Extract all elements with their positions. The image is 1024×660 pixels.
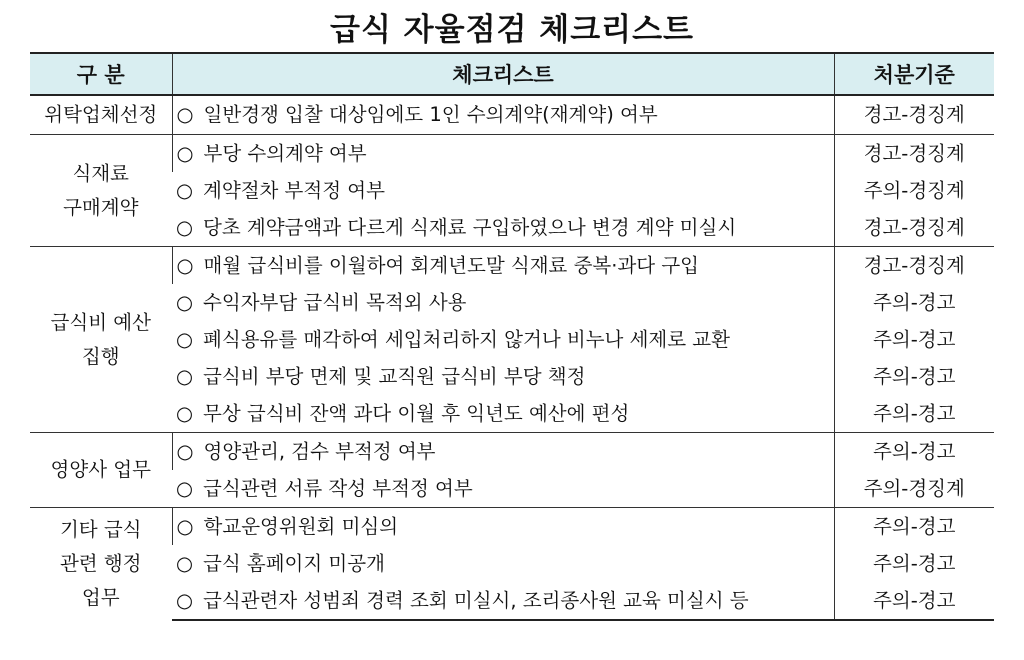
header-standard: 처분기준	[834, 53, 994, 95]
standard-cell: 주의-경고	[834, 508, 994, 546]
category-label: 구매계약	[63, 195, 139, 219]
table-header-row	[30, 53, 994, 95]
standard-cell: 주의-경징계	[834, 470, 994, 508]
category-label: 급식비 예산	[50, 310, 151, 334]
bullet-icon: ○	[176, 588, 194, 612]
table-row	[30, 247, 994, 285]
table-row	[30, 582, 994, 620]
category-cell	[30, 247, 172, 433]
table-row	[30, 321, 994, 358]
checklist-item-text: 급식관련자 성범죄 경력 조회 미실시, 조리종사원 교육 미실시 등	[203, 588, 749, 612]
standard-cell: 주의-경고	[834, 545, 994, 582]
standard-cell: 경고-경징계	[834, 247, 994, 285]
standard-cell: 주의-경고	[834, 321, 994, 358]
bullet-icon: ○	[176, 401, 194, 425]
checklist-table	[30, 52, 994, 621]
standard-cell: 주의-경고	[834, 395, 994, 433]
checklist-item-text: 급식관련 서류 작성 부적정 여부	[203, 476, 473, 500]
page-title: 급식 자율점검 체크리스트	[330, 12, 694, 48]
checklist-item	[172, 470, 834, 508]
standard-cell: 주의-경고	[834, 358, 994, 395]
checklist-item	[172, 284, 834, 321]
checklist-item-text: 폐식용유를 매각하여 세입처리하지 않거나 비누나 세제로 교환	[203, 327, 730, 351]
category-cell	[30, 433, 172, 508]
checklist-item	[172, 508, 834, 546]
table-row	[30, 433, 994, 471]
standard-cell: 주의-경징계	[834, 172, 994, 209]
checklist-item-text: 영양관리, 검수 부적정 여부	[203, 439, 436, 463]
bullet-icon: ○	[176, 476, 194, 500]
checklist-item	[172, 545, 834, 582]
checklist-item	[172, 582, 834, 620]
bullet-icon: ○	[176, 103, 194, 126]
standard-cell: 경고-경징계	[834, 135, 994, 173]
checklist-item	[172, 135, 834, 173]
table-row	[30, 172, 994, 209]
table-row	[30, 284, 994, 321]
bullet-icon: ○	[176, 290, 194, 314]
checklist-item-text: 매월 급식비를 이월하여 회계년도말 식재료 중복·과다 구입	[203, 253, 699, 277]
checklist-item-text: 당초 계약금액과 다르게 식재료 구입하였으나 변경 계약 미실시	[203, 215, 737, 239]
checklist-item-text: 급식비 부당 면제 및 교직원 급식비 부당 책정	[203, 364, 586, 388]
table-row	[30, 135, 994, 173]
table-row	[30, 508, 994, 546]
bullet-icon: ○	[176, 364, 194, 388]
checklist-item-text: 급식 홈페이지 미공개	[203, 551, 385, 575]
category-cell	[30, 508, 172, 621]
bullet-icon: ○	[176, 514, 194, 538]
checklist-item	[172, 433, 834, 471]
checklist-item	[172, 321, 834, 358]
checklist-item	[172, 209, 834, 247]
table-row	[30, 470, 994, 508]
category-label: 관련 행정	[59, 552, 142, 575]
category-cell	[30, 135, 172, 247]
category-label: 식재료	[72, 161, 129, 185]
checklist-item	[172, 247, 834, 285]
bullet-icon: ○	[176, 327, 194, 351]
category-label: 기타 급식	[59, 518, 142, 541]
checklist-item-text: 부당 수의계약 여부	[203, 141, 367, 165]
standard-cell: 주의-경고	[834, 433, 994, 471]
category-label: 위탁업체선정	[44, 103, 158, 126]
header-checklist: 체크리스트	[172, 53, 834, 95]
standard-cell: 경고-경징계	[834, 209, 994, 247]
table-row	[30, 395, 994, 433]
standard-cell: 경고-경징계	[834, 95, 994, 135]
checklist-item	[172, 395, 834, 433]
checklist-item-text: 무상 급식비 잔액 과다 이월 후 익년도 예산에 편성	[203, 401, 630, 425]
table-body	[30, 95, 994, 620]
checklist-item	[172, 95, 834, 135]
checklist-item	[172, 172, 834, 209]
checklist-item-text: 계약절차 부적정 여부	[203, 178, 385, 202]
table-row	[30, 95, 994, 135]
table-row	[30, 358, 994, 395]
bullet-icon: ○	[176, 178, 194, 202]
bullet-icon: ○	[176, 141, 194, 165]
checklist-item-text: 수익자부담 급식비 목적외 사용	[203, 290, 467, 314]
bullet-icon: ○	[176, 253, 194, 277]
table-row	[30, 209, 994, 247]
bullet-icon: ○	[176, 215, 194, 239]
checklist-item	[172, 358, 834, 395]
checklist-item-text: 학교운영위원회 미심의	[203, 514, 399, 538]
category-label: 집행	[81, 344, 120, 368]
category-label: 업무	[81, 586, 120, 609]
bullet-icon: ○	[176, 439, 194, 463]
bullet-icon: ○	[176, 551, 194, 575]
table-row	[30, 545, 994, 582]
category-label: 영양사 업무	[50, 458, 151, 481]
standard-cell: 주의-경고	[834, 582, 994, 620]
header-category: 구 분	[30, 53, 172, 95]
standard-cell: 주의-경고	[834, 284, 994, 321]
category-cell	[30, 95, 172, 135]
checklist-item-text: 일반경쟁 입찰 대상임에도 1인 수의계약(재계약) 여부	[203, 103, 658, 126]
